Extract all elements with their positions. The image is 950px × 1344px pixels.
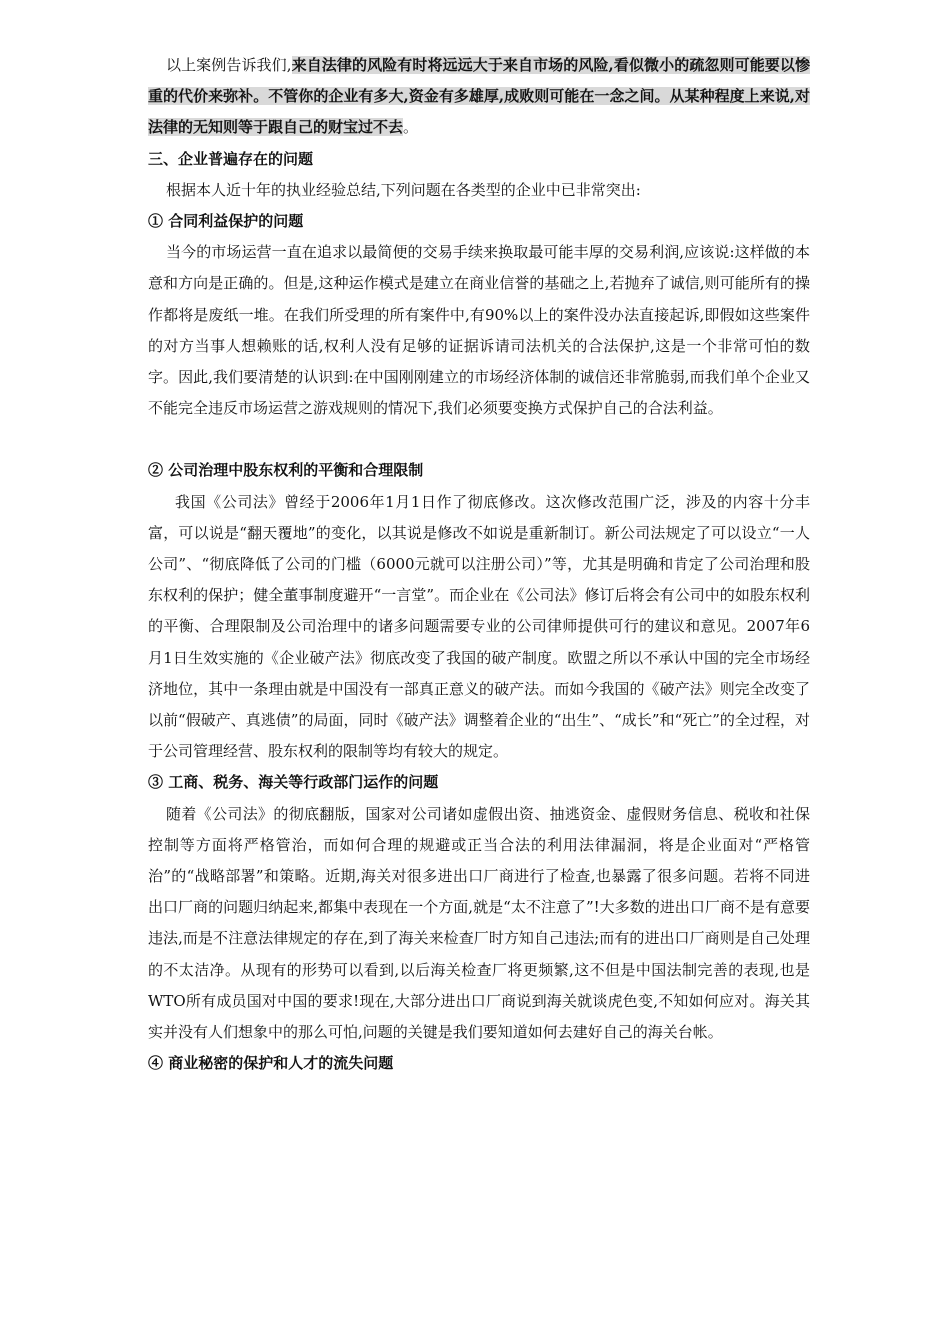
subsection-title-administration: ③ 工商、税务、海关等行政部门运作的问题: [148, 773, 439, 792]
administration-paragraph: 随着《公司法》的彻底翻版，国家对公司诸如虚假出资、抽逃资金、虚假财务信息、税收和社保控制等方面将严格管治，而如何合理的规避或正当合法的利用法律漏洞，将是企业面对“严格管治”的“战略部署”和策略。近期,海关对很多进出口厂商进行了检查,也暴露了很多问题。若将不同进出口厂商的问题归纳起来,都集中表现在一个方面,就是“太不注意了”!大多数的进出口厂商不是有意要违法,而是不注意法律规定的存在,到了海关来检查厂时方知自己违法;而有的进出口厂商则是自己处理的不太洁净。从现有的形势可以看到,以后海关检查厂将更频繁,这不但是中国法制完善的表现,也是WTO所有成员国对中国的要求!现在,大部分进出口厂商说到海关就谈虎色变,不知如何应对。海关其实并没有人们想象中的那么可怕,问题的关键是我们要知道如何去建好自己的海关台帐。: [148, 804, 810, 1042]
subsection-title-contract: ① 合同利益保护的问题: [148, 212, 304, 231]
contract-paragraph: 当今的市场运营一直在追求以最简便的交易手续来换取最可能丰厚的交易利润,应该说:这样做的本意和方向是正确的。但是,这种运作模式是建立在商业信誉的基础之上,若抛弃了诚信,则可能所有的操作都将是废纸一堆。在我们所受理的所有案件中,有90%以上的案件没办法直接起诉,即假如这些案件的对方当事人想赖账的话,权利人没有足够的证据诉请司法机关的合法保护,这是一个非常可怕的数字。因此,我们要清楚的认识到:在中国刚刚建立的市场经济体制的诚信还非常脆弱,而我们单个企业又不能完全违反市场运营之游戏规则的情况下,我们必须要变换方式保护自己的合法利益。: [148, 243, 810, 418]
subsection-title-trade-secrets: ④ 商业秘密的保护和人才的流失问题: [148, 1054, 394, 1073]
intro-paragraph: [148, 50, 810, 144]
summary-paragraph: 根据本人近十年的执业经验总结,下列问题在各类型的企业中已非常突出:: [166, 180, 641, 199]
intro-tail: 。: [403, 118, 419, 137]
subsection-title-governance: ② 公司治理中股东权利的平衡和合理限制: [148, 461, 424, 480]
intro-lead: 以上案例告诉我们,: [166, 56, 292, 74]
document-page: [148, 50, 810, 1080]
governance-paragraph: 我国《公司法》曾经于2006年1月1日作了彻底修改。这次修改范围广泛，涉及的内容十分丰富，可以说是“翻天覆地”的变化，以其说是修改不如说是重新制订。新公司法规定了可以设立“一人公司”、“彻底降低了公司的门槛（6000元就可以注册公司）”等，尤其是明确和肯定了公司治理和股东权利的保护；健全董事制度避开“一言堂”。而企业在《公司法》修订后将会有公司中的如股东权利的平衡、合理限制及公司治理中的诸多问题需要专业的公司律师提供可行的建议和意见。2007年6月1日生效实施的《企业破产法》彻底改变了我国的破产制度。欧盟之所以不承认中国的完全市场经济地位，其中一条理由就是中国没有一部真正意义的破产法。而如今我国的《破产法》则完全改变了以前“假破产、真逃债”的局面，同时《破产法》调整着企业的“出生”、“成长”和“死亡”的全过程，对于公司管理经营、股东权利的限制等均有较大的规定。: [148, 492, 810, 761]
highlighted-text: 来自法律的风险有时将远远大于来自市场的风险,看似微小的疏忽则可能要以惨重的代价来弥补。不管你的企业有多大,资金有多雄厚,成败则可能在一念之间。从某种程度上来说,对法律的无知则等于跟自己的财宝过不去: [148, 56, 810, 137]
section-heading: 三、企业普遍存在的问题: [148, 149, 314, 168]
blank-line: [148, 424, 810, 455]
